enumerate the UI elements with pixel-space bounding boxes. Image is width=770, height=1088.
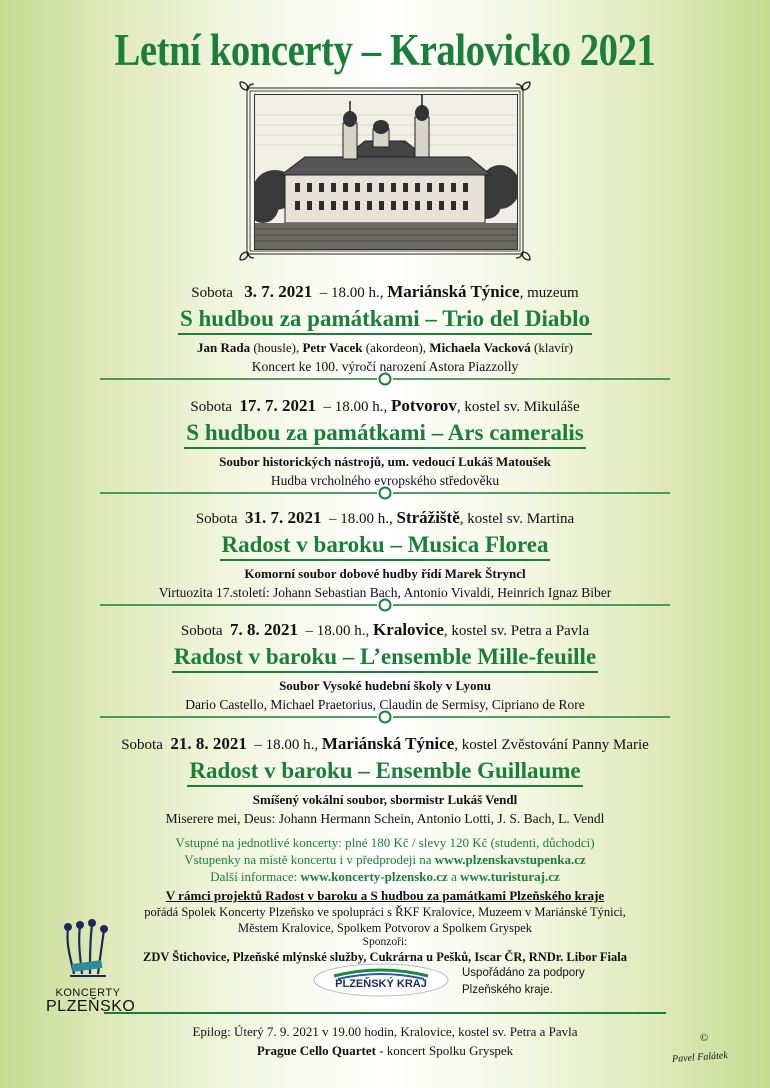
divider-ornament: [100, 372, 670, 386]
event-venue: , kostel sv. Mikuláše: [456, 399, 580, 415]
support-line2: Plzeňského kraje.: [462, 984, 553, 996]
performer-name: Michaela Vacková: [429, 340, 531, 355]
prices-text: Vstupné na jednotlivé koncerty: plné 180 Kč / slevy 120 Kč (studenti, důchodci): [175, 835, 595, 850]
event-time: – 18.00 h.,: [328, 511, 393, 527]
event-day: Sobota: [191, 285, 233, 301]
event-venue: , kostel Zvěstování Panny Marie: [454, 737, 649, 753]
event-note: Hudba vrcholného evropského středověku: [270, 473, 500, 488]
event-day: Sobota: [195, 511, 238, 527]
kraj-logo-text: PLZEŇSKÝ KRAJ: [335, 978, 427, 990]
ticket-info: [0, 834, 770, 885]
event-place: Potvorov: [391, 396, 457, 415]
performer-name: Petr Vacek: [302, 340, 363, 355]
event-time: – 18.00 h.,: [323, 399, 388, 415]
event-date: 21. 8. 2021: [170, 734, 247, 753]
event-title: Radost v baroku – Musica Florea: [220, 531, 551, 561]
event-2: [0, 396, 770, 490]
tickets-text: Vstupenky na místě koncertu i v předprodeji na: [184, 852, 435, 867]
plzensky-kraj-logo: [312, 962, 450, 998]
event-date: 17. 7. 2021: [239, 396, 317, 415]
performer-role: (klavír): [530, 340, 574, 355]
music-stems-icon: [46, 916, 130, 982]
signature-name: Pavel Falátek: [671, 1050, 729, 1065]
copyright-mark: ©: [700, 1032, 709, 1044]
event-date: 31. 7. 2021: [244, 508, 322, 527]
event-note: Koncert ke 100. výročí narození Astora Piazzolly: [251, 359, 519, 374]
event-day: Sobota: [180, 623, 223, 639]
castle-illustration-frame: [238, 80, 532, 262]
event-1: [0, 282, 770, 376]
support-note: [462, 965, 585, 999]
artist-signature: [671, 1032, 742, 1076]
castle-illustration: [254, 94, 518, 250]
tickets-link[interactable]: www.plzenskavstupenka.cz: [434, 852, 586, 867]
epilog-ensemble: Prague Cello Quartet: [256, 1043, 376, 1058]
event-day: Sobota: [121, 737, 163, 753]
sponsors-list: ZDV Štichovice, Plzeňské mlýnské služby, Cukrárna u Pešků, Iscar ČR, RNDr. Libor Fiala: [143, 950, 627, 964]
event-title: Radost v baroku – Ensemble Guillaume: [187, 757, 582, 787]
performer-role: (housle),: [250, 340, 303, 355]
sponsors-label: Sponzoři:: [362, 936, 408, 948]
event-time: – 18.00 h.,: [319, 285, 384, 301]
event-5: [0, 734, 770, 828]
event-day: Sobota: [190, 399, 233, 415]
event-venue: , kostel sv. Martina: [459, 511, 575, 527]
support-line1: Uspořádáno za podpory: [462, 967, 585, 979]
event-note: Dario Castello, Michael Praetorius, Claudin de Sermisy, Cipriano de Rore: [185, 697, 585, 712]
divider-ornament: [100, 486, 670, 500]
event-ensemble: Soubor historických nástrojů, um. vedoucí Lukáš Matoušek: [219, 454, 551, 469]
poster-title: Letní koncerty – Kralovicko 2021: [114, 25, 656, 75]
event-4: [0, 620, 770, 714]
logo-line2: PLZEŇSKO: [46, 998, 136, 1015]
more-info-text: Další informace:: [210, 869, 301, 884]
event-time: – 18.00 h.,: [254, 737, 319, 753]
event-note: Miserere mei, Deus: Johann Hermann Schein, Antonio Lotti, J. S. Bach, L. Vendl: [165, 811, 605, 826]
koncerty-plzensko-logo: [46, 916, 136, 1016]
turisturaj-link[interactable]: www.turisturaj.cz: [460, 869, 560, 884]
epilog-line2: - koncert Spolku Gryspek: [375, 1043, 514, 1058]
event-date: 3. 7. 2021: [244, 282, 313, 301]
event-note: Virtuozita 17.století: Johann Sebastian Bach, Antonio Vivaldi, Heinrich Ignaz Biber: [158, 585, 612, 600]
event-ensemble: Smíšený vokální soubor, sbormistr Lukáš Vendl: [252, 792, 518, 807]
event-place: Mariánská Týnice: [387, 282, 520, 301]
epilog-line1: Epilog: Úterý 7. 9. 2021 v 19.00 hodin, Kralovice, kostel sv. Petra a Pavla: [192, 1024, 578, 1039]
event-3: [0, 508, 770, 602]
event-ensemble: Soubor Vysoké hudební školy v Lyonu: [279, 678, 491, 693]
and-text: a: [447, 869, 461, 884]
event-ensemble: Komorní soubor dobové hudby řídí Marek Štryncl: [244, 566, 526, 581]
event-title: S hudbou za památkami – Trio del Diablo: [178, 305, 592, 335]
event-date: 7. 8. 2021: [230, 620, 299, 639]
organisers-line2: Městem Kralovice, Spolkem Potvorov a Spolkem Gryspek: [237, 921, 533, 935]
divider-ornament: [100, 710, 670, 724]
castle-drawing: [255, 95, 517, 249]
event-title: Radost v baroku – L’ensemble Mille-feuille: [172, 643, 598, 673]
event-place: Strážiště: [396, 508, 460, 527]
event-venue: , kostel sv. Petra a Pavla: [443, 623, 590, 639]
event-place: Mariánská Týnice: [321, 734, 455, 753]
project-header: V rámci projektů Radost v baroku a S hudbou za památkami Plzeňského kraje: [165, 888, 605, 903]
event-title: S hudbou za památkami – Ars cameralis: [184, 419, 585, 449]
epilog: [0, 1022, 770, 1060]
divider-ornament: [100, 598, 670, 612]
event-place: Kralovice: [373, 620, 444, 639]
performer-role: (akordeon),: [362, 340, 430, 355]
performer-name: Jan Rada: [196, 340, 251, 355]
event-performers: [0, 338, 770, 357]
footer-rule: [104, 1012, 666, 1014]
event-time: – 18.00 h.,: [305, 623, 370, 639]
organisers-line1: pořádá Spolek Koncerty Plzeňsko ve spolupráci s ŘKF Kralovice, Muzeem v Mariánské Týnici,: [144, 905, 626, 919]
event-venue: , muzeum: [519, 285, 579, 301]
koncerty-link[interactable]: www.koncerty-plzensko.cz: [300, 869, 448, 884]
logo-line1: KONCERTY: [55, 987, 121, 999]
